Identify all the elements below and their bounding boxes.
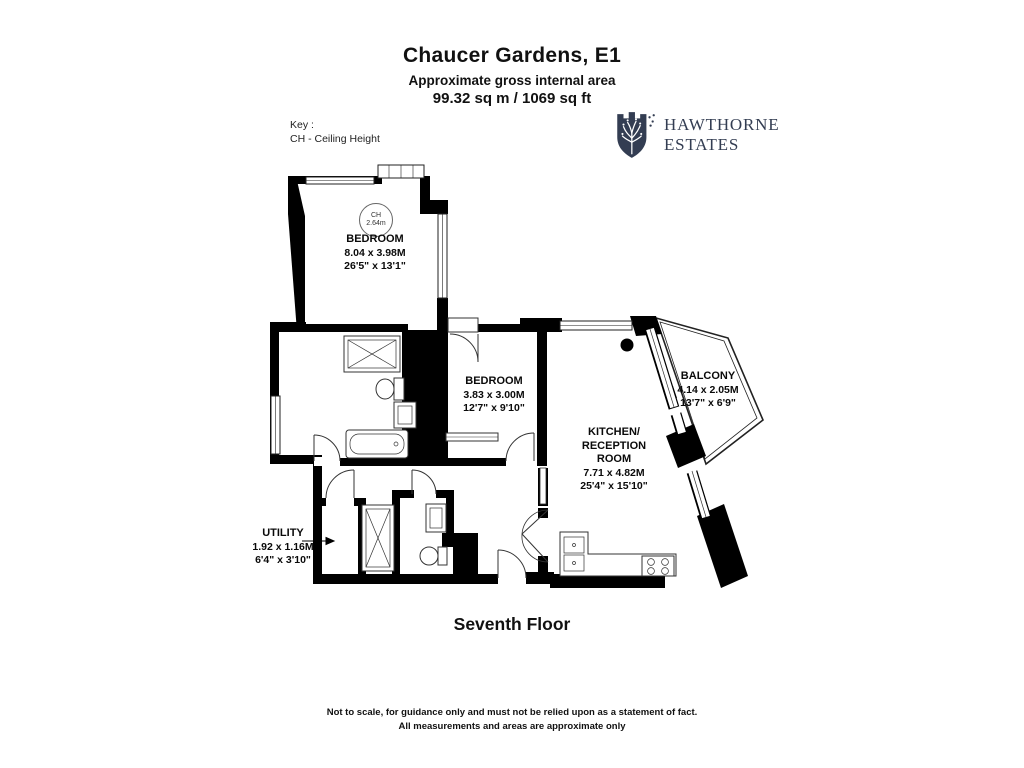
utility-appliance-icon <box>362 505 394 571</box>
balcony-name: BALCONY <box>680 370 736 382</box>
key-label: Key : <box>290 119 314 131</box>
utility-label <box>252 527 313 568</box>
agency-name-line2: ESTATES <box>664 135 740 154</box>
toilet-icon <box>376 378 404 400</box>
kitchen-name-line2: RECEPTION <box>581 439 647 452</box>
shower-icon <box>344 336 400 372</box>
key-item: CH - Ceiling Height <box>290 133 380 145</box>
bedroom2-imperial: 12'7" x 9'10" <box>463 402 525 414</box>
bedroom1-imperial: 26'5" x 13'1" <box>344 260 406 272</box>
kitchen-imperial: 25'4" x 15'10" <box>580 480 648 492</box>
sink-icon <box>394 402 416 428</box>
page-title: Chaucer Gardens, E1 <box>402 44 622 67</box>
sink2-icon <box>426 504 446 532</box>
agency-logo <box>615 110 779 160</box>
kitchen-name-line3: ROOM <box>596 453 632 465</box>
utility-name: UTILITY <box>262 527 304 539</box>
balcony-label <box>677 370 738 411</box>
bedroom1-label <box>344 233 406 274</box>
area-subtitle: Approximate gross internal area <box>408 73 616 88</box>
kitchen-label <box>580 426 648 494</box>
kitchen-name-line1: KITCHEN/ <box>588 426 640 438</box>
bedroom2-label <box>463 375 525 416</box>
ceiling-height-value: 2.64m <box>366 220 386 227</box>
bedroom2-name: BEDROOM <box>465 375 523 387</box>
balcony-metric: 4.14 x 2.05M <box>677 383 739 396</box>
ceiling-height-badge <box>359 203 393 237</box>
balcony-imperial: 13'7" x 6'9" <box>680 397 736 409</box>
agency-name <box>664 115 779 155</box>
floor-name: Seventh Floor <box>453 614 571 634</box>
disclaimer-line1: Not to scale, for guidance only and must not be relied upon as a statement of fact. <box>326 707 698 718</box>
agency-name-line1: HAWTHORNE <box>664 115 780 134</box>
disclaimer-line2: All measurements and areas are approximate only <box>398 721 626 732</box>
shield-tree-icon <box>615 110 657 160</box>
kitchen-metric: 7.71 x 4.82M <box>583 466 645 479</box>
area-value: 99.32 sq m / 1069 sq ft <box>432 90 592 107</box>
bathtub-icon <box>346 430 408 458</box>
bedroom1-metric: 8.04 x 3.98M <box>344 246 406 259</box>
key-legend <box>290 118 380 146</box>
utility-metric: 1.92 x 1.16M <box>252 540 314 553</box>
utility-imperial: 6'4" x 3'10" <box>255 554 311 566</box>
bedroom1-name: BEDROOM <box>346 233 404 245</box>
bedroom2-metric: 3.83 x 3.00M <box>463 388 525 401</box>
ceiling-height-label: CH <box>370 212 382 219</box>
stove-icon <box>642 556 674 576</box>
column-dot <box>621 339 634 352</box>
radiator <box>446 433 498 441</box>
toilet2-icon <box>420 547 447 565</box>
